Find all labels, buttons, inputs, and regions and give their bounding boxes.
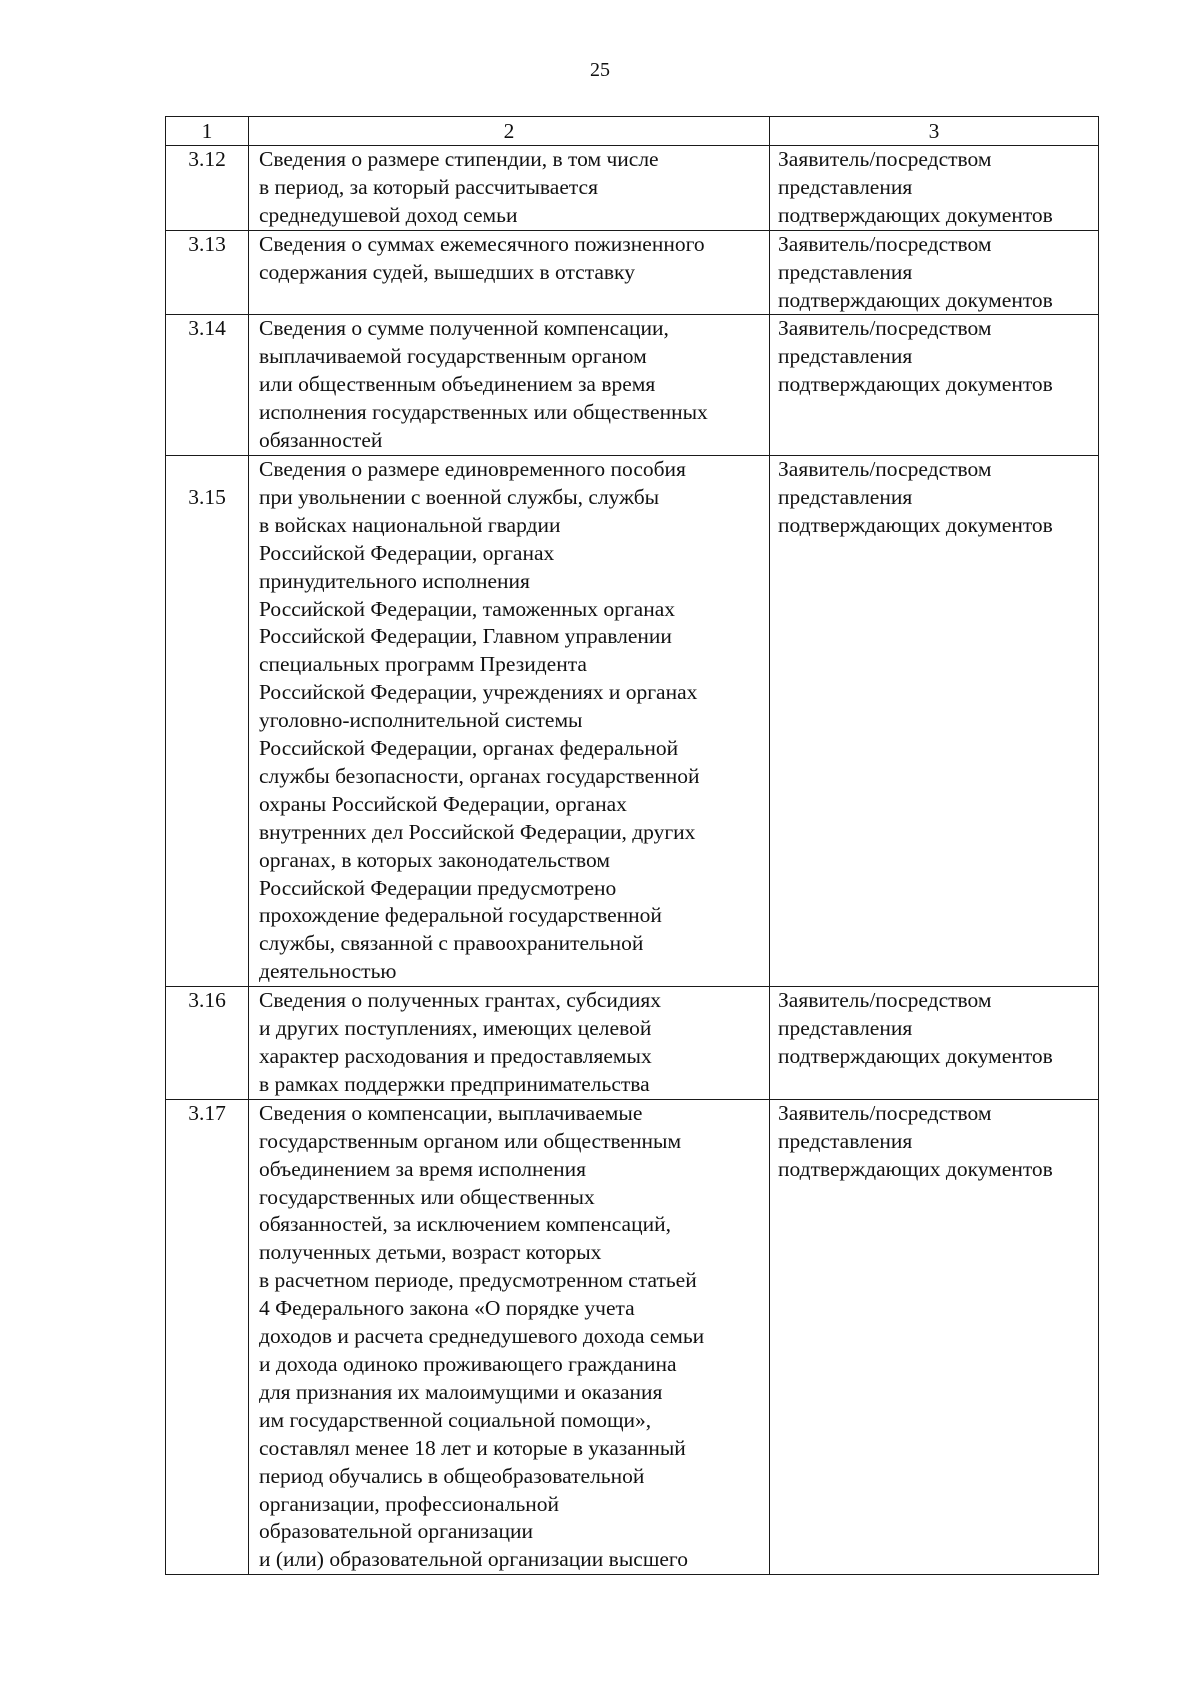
row-source: Заявитель/посредством представления подтверждающих документов bbox=[770, 230, 1099, 315]
row-number: 3.15 bbox=[166, 455, 249, 986]
row-source: Заявитель/посредством представления подтверждающих документов bbox=[770, 315, 1099, 456]
row-number: 3.17 bbox=[166, 1099, 249, 1574]
row-number: 3.16 bbox=[166, 987, 249, 1100]
row-number: 3.13 bbox=[166, 230, 249, 315]
table-row bbox=[166, 455, 1099, 986]
row-description: Сведения о размере единовременного пособия при увольнении с военной службы, службы в войсках национальной гвардии Российской Федерации, органах принудительного исполнения Российской Федерации, таможенных органах Российской Федерации, Главном управлении специальных программ Президента Российской Федерации, учреждениях и органах уголовно-исполнительной системы Российской Федерации, органах федеральной службы безопасности, органах государственной охраны Российской Федерации, органах внутренних дел Российской Федерации, других органах, в которых законодательством Российской Федерации предусмотрено прохождение федеральной государственной службы, связанной с правоохранительной деятельностью bbox=[249, 455, 770, 986]
data-table bbox=[165, 116, 1099, 1575]
table-row bbox=[166, 230, 1099, 315]
table-row bbox=[166, 315, 1099, 456]
row-number: 3.12 bbox=[166, 146, 249, 231]
row-source: Заявитель/посредством представления подтверждающих документов bbox=[770, 1099, 1099, 1574]
row-source: Заявитель/посредством представления подтверждающих документов bbox=[770, 455, 1099, 986]
table-row bbox=[166, 146, 1099, 231]
row-description: Сведения о суммах ежемесячного пожизненного содержания судей, вышедших в отставку bbox=[249, 230, 770, 315]
row-source: Заявитель/посредством представления подтверждающих документов bbox=[770, 146, 1099, 231]
header-cell-1: 1 bbox=[166, 117, 249, 146]
page-number: 25 bbox=[590, 59, 610, 81]
row-number: 3.14 bbox=[166, 315, 249, 456]
row-description: Сведения о компенсации, выплачиваемые государственным органом или общественным объединением за время исполнения государственных или общественных обязанностей, за исключением компенсаций, полученных детьми, возраст которых в расчетном периоде, предусмотренном статьей 4 Федерального закона «О порядке учета доходов и расчета среднедушевого дохода семьи и дохода одиноко проживающего гражданина для признания их малоимущими и оказания им государственной социальной помощи», составлял менее 18 лет и которые в указанный период обучались в общеобразовательной организации, профессиональной образовательной организации и (или) образовательной организации высшего bbox=[249, 1099, 770, 1574]
table-row bbox=[166, 987, 1099, 1100]
header-cell-3: 3 bbox=[770, 117, 1099, 146]
header-cell-2: 2 bbox=[249, 117, 770, 146]
table-header-row bbox=[166, 117, 1099, 146]
row-description: Сведения о сумме полученной компенсации, выплачиваемой государственным органом или общественным объединением за время исполнения государственных или общественных обязанностей bbox=[249, 315, 770, 456]
table-row bbox=[166, 1099, 1099, 1574]
row-source: Заявитель/посредством представления подтверждающих документов bbox=[770, 987, 1099, 1100]
row-description: Сведения о полученных грантах, субсидиях и других поступлениях, имеющих целевой характер расходования и предоставляемых в рамках поддержки предпринимательства bbox=[249, 987, 770, 1100]
row-description: Сведения о размере стипендии, в том числе в период, за который рассчитывается среднедушевой доход семьи bbox=[249, 146, 770, 231]
